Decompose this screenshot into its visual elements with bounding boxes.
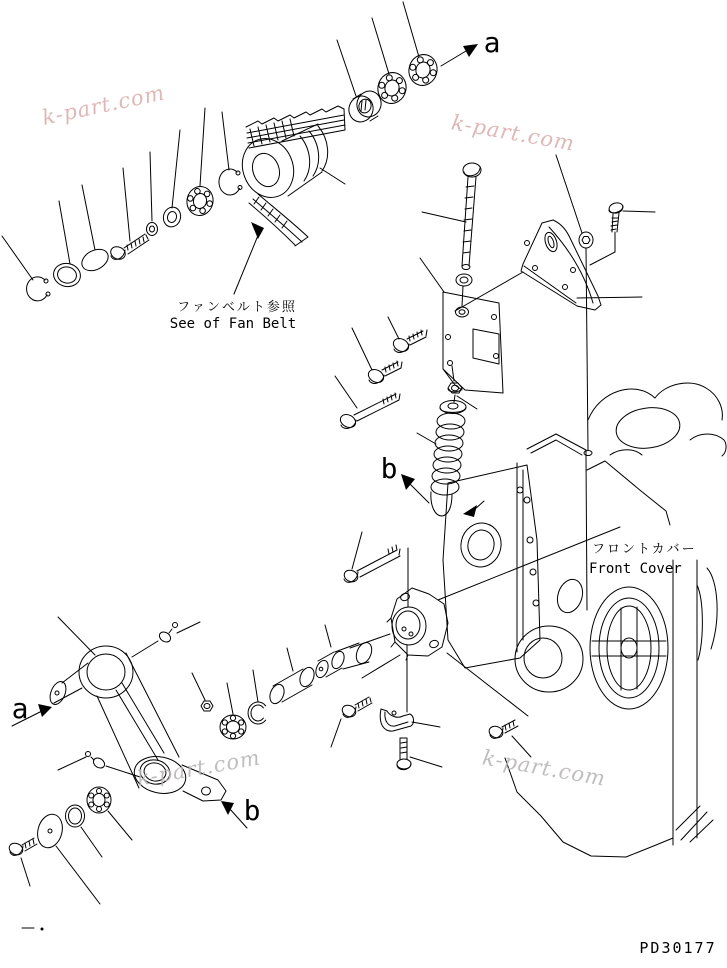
bolt-small — [388, 317, 427, 354]
gear-wheel — [590, 587, 668, 709]
bolt-medium — [352, 328, 402, 385]
watermark-bottom-left: k-part.com — [135, 745, 263, 791]
view-b-marker-mid — [381, 452, 429, 503]
front-cover-caption-en: Front Cover — [589, 561, 682, 577]
pulley-hub-parts — [346, 51, 441, 125]
front-cover — [407, 383, 726, 857]
view-a-arrow-icon — [38, 704, 52, 717]
view-b-marker-bottom — [221, 794, 260, 828]
view-b-label-bottom: b — [243, 794, 261, 827]
mounting-bracket-top — [420, 155, 655, 456]
fan-belt-caption-jp: ファンベルト参照 — [177, 300, 297, 315]
view-b-label-mid: b — [380, 452, 398, 485]
front-cover-caption-jp: フロントカバー — [592, 542, 697, 557]
bracket-washer — [579, 232, 593, 248]
bearing-icon — [374, 69, 409, 106]
leader-lines-top-left — [2, 2, 419, 280]
bolt-long-lower — [342, 532, 400, 584]
grease-fitting-icon — [132, 622, 200, 657]
bolt-long — [335, 376, 400, 430]
view-a-arrow-icon — [463, 44, 478, 57]
view-a-marker-top — [441, 26, 500, 66]
fan-belt-caption-en: See of Fan Belt — [169, 316, 297, 332]
fan-belt — [234, 106, 345, 294]
bolt-vertical-small — [397, 738, 442, 770]
view-a-label-left: a — [11, 692, 29, 725]
bearing-icon — [87, 787, 111, 813]
spring-seat-arrow-icon — [463, 505, 477, 517]
view-a-marker-left — [12, 692, 52, 726]
pivot-lower-parts — [7, 787, 132, 931]
fan-belt-parts-chain — [27, 169, 242, 301]
view-a-label-top: a — [483, 26, 501, 59]
view-b-arrow-icon — [221, 801, 234, 815]
watermark-top-right: k-part.com — [449, 110, 577, 156]
bearing-icon — [405, 51, 440, 88]
tension-plate-bracket — [443, 272, 523, 393]
watermark-bottom-right: k-part.com — [480, 745, 608, 791]
arm-pivot-parts — [192, 625, 375, 739]
part-number: PD30177 — [639, 939, 717, 957]
long-bolt-vertical — [456, 163, 482, 317]
bolt-top-right — [608, 201, 655, 232]
shaft-flange — [350, 588, 448, 678]
watermark-top-left: k-part.com — [39, 80, 168, 130]
retainer-clip — [380, 709, 440, 731]
bearing-icon — [184, 184, 215, 218]
bolt-flange-left — [331, 697, 372, 747]
bearing-icon — [220, 715, 246, 739]
